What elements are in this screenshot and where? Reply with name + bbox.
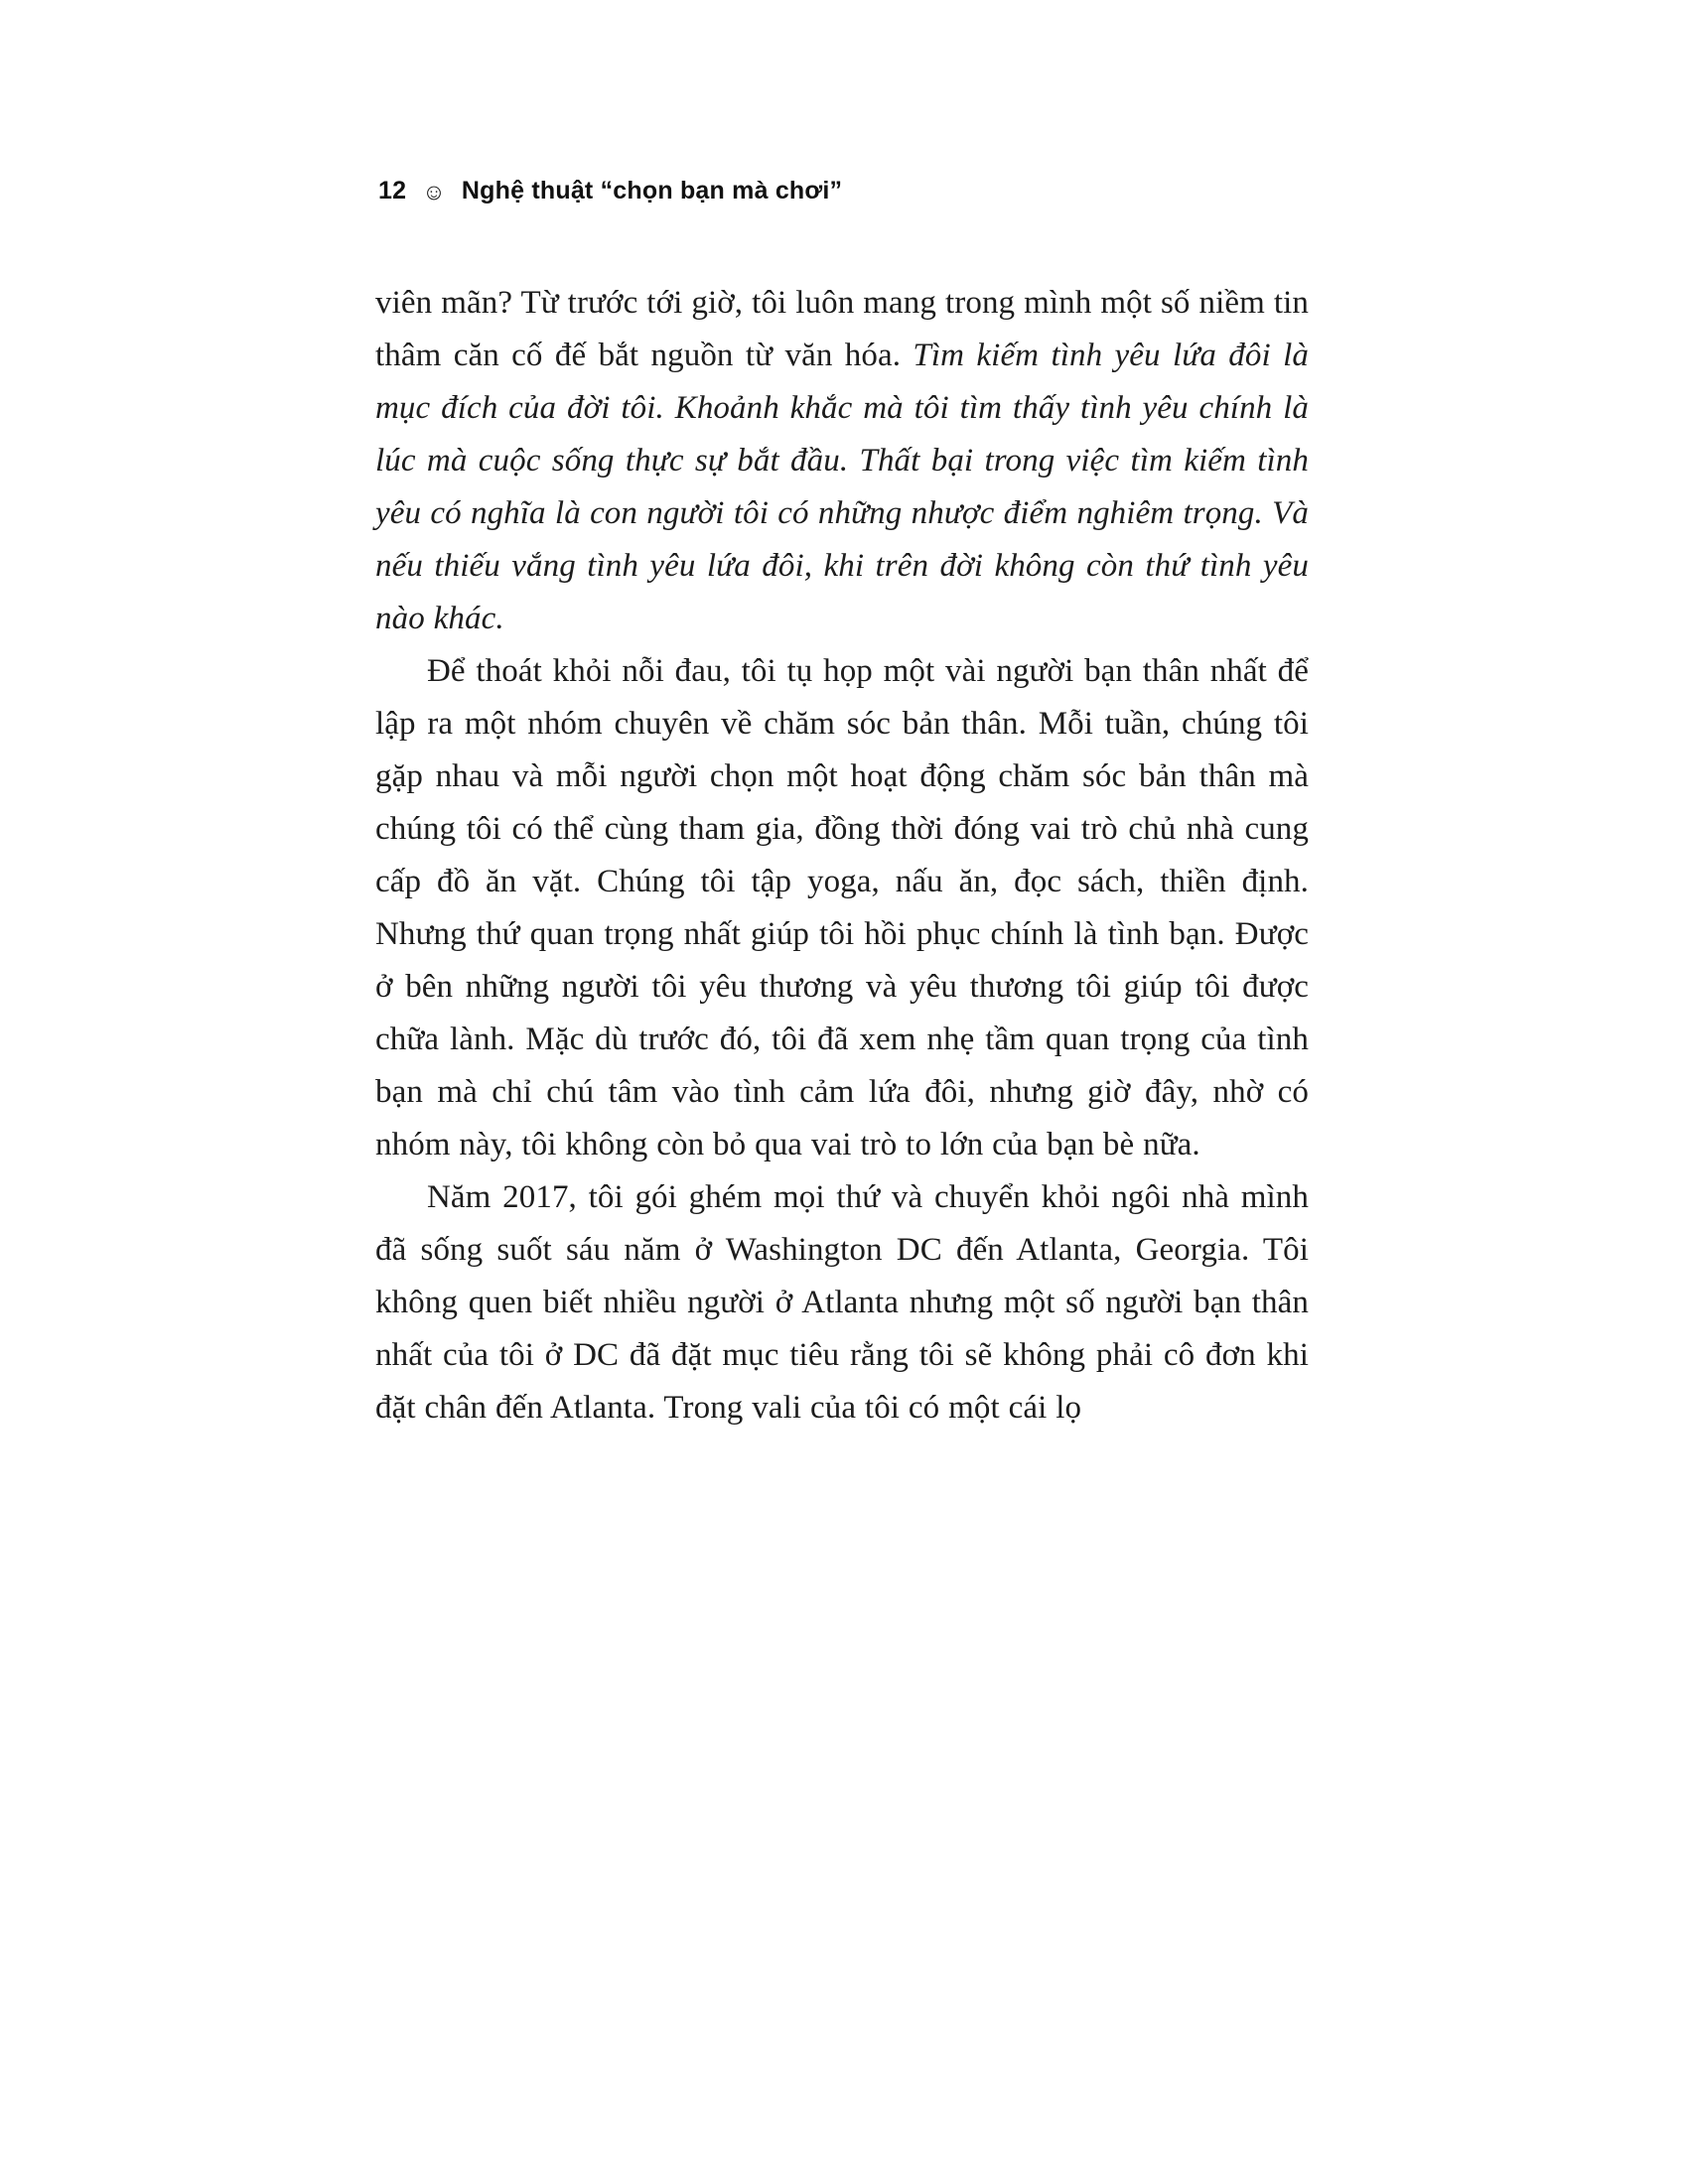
paragraph-2: Để thoát khỏi nỗi đau, tôi tụ họp một vài người bạn thân nhất để lập ra một nhóm chuyên về chăm sóc bản thân. Mỗi tuần, chúng tôi gặp nhau và mỗi người chọn một hoạt động chăm sóc bản thân mà chúng tôi có thể cùng tham gia, đồng thời đóng vai trò chủ nhà cung cấp đồ ăn vặt. Chúng tôi tập yoga, nấu ăn, đọc sách, thiền định. Nhưng thứ quan trọng nhất giúp tôi hồi phục chính là tình bạn. Được ở bên những người tôi yêu thương và yêu thương tôi giúp tôi được chữa lành. Mặc dù trước đó, tôi đã xem nhẹ tầm quan trọng của tình bạn mà chỉ chú tâm vào tình cảm lứa đôi, nhưng giờ đây, nhờ có nhóm này, tôi không còn bỏ qua vai trò to lớn của bạn bè nữa. [375,653,1309,1162]
paragraph-3: Năm 2017, tôi gói ghém mọi thứ và chuyển khỏi ngôi nhà mình đã sống suốt sáu năm ở Washington DC đến Atlanta, Georgia. Tôi không quen biết nhiều người ở Atlanta nhưng một số người bạn thân nhất của tôi ở DC đã đặt mục tiêu rằng tôi sẽ không phải cô đơn khi đặt chân đến Atlanta. Trong vali của tôi có một cái lọ [375,1179,1309,1426]
running-head [378,177,1309,205]
running-title: Nghệ thuật “chọn bạn mà chơi” [461,177,843,205]
page-content [375,177,1309,1434]
body-text [375,277,1309,1434]
paragraph-1 [375,277,1309,645]
page-number: 12 [378,177,407,205]
paragraph-1-roman-segment: viên mãn? Từ trước tới giờ, tôi luôn mang trong mình một số niềm tin thâm căn cố đế bắt nguồn từ văn hóa. [375,285,1309,373]
paragraph-1-italic-segment: Tìm kiếm tình yêu lứa đôi là mục đích của đời tôi. Khoảnh khắc mà tôi tìm thấy tình yêu chính là lúc mà cuộc sống thực sự bắt đầu. Thất bại trong việc tìm kiếm tình yêu có nghĩa là con người tôi có những nhược điểm nghiêm trọng. Và nếu thiếu vắng tình yêu lứa đôi, khi trên đời không còn thứ tình yêu nào khác. [375,338,1309,636]
smiley-face-icon: ☺ [422,179,446,205]
